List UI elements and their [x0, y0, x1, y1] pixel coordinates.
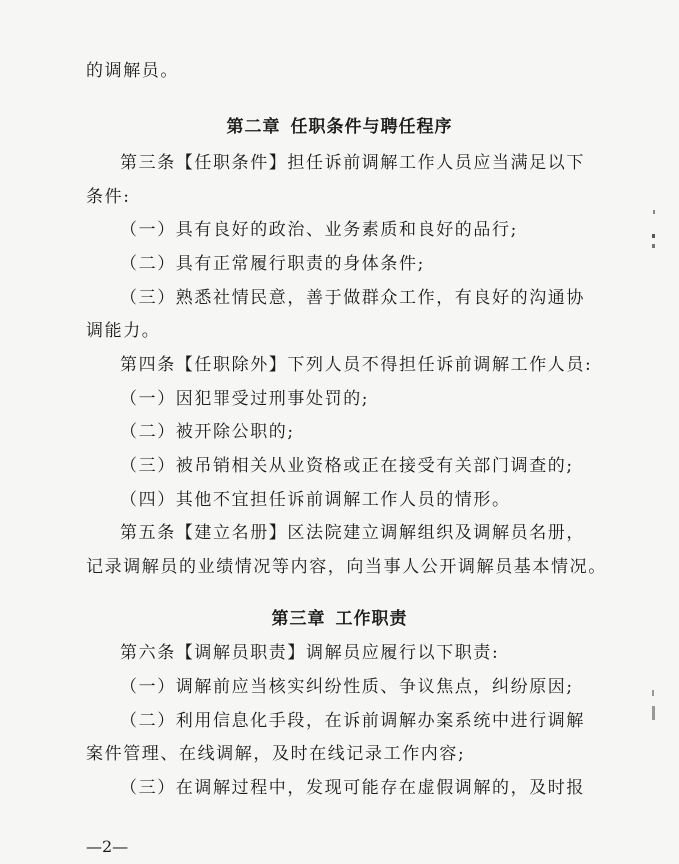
page-number: —2—: [86, 837, 129, 856]
list-item: （二）被开除公职的;: [120, 422, 295, 442]
list-item: （三）被吊销相关从业资格或正在接受有关部门调查的;: [120, 456, 574, 476]
scan-mark: [652, 234, 655, 238]
article-line: 第四条【任职除外】下列人员不得担任诉前调解工作人员:: [120, 355, 593, 375]
article-line: 第三条【任职条件】担任诉前调解工作人员应当满足以下: [120, 153, 585, 173]
article-line: 第六条【调解员职责】调解员应履行以下职责:: [120, 643, 500, 663]
text-line: 记录调解员的业绩情况等内容，向当事人公开调解员基本情况。: [86, 557, 607, 577]
list-item: （二）具有正常履行职责的身体条件;: [120, 254, 425, 274]
list-item: （二）利用信息化手段，在诉前调解办案系统中进行调解: [120, 711, 585, 731]
list-item: （一）调解前应当核实纠纷性质、争议焦点，纠纷原因;: [120, 677, 574, 697]
chapter-number: 第三章: [271, 609, 326, 629]
text-line: 条件:: [86, 187, 131, 207]
chapter-title: 工作职责: [335, 609, 408, 629]
scan-mark: [653, 210, 655, 214]
text-line: 案件管理、在线调解，及时在线记录工作内容;: [86, 744, 466, 764]
list-item: （一）因犯罪受过刑事处罚的;: [120, 389, 370, 409]
list-item: （一）具有良好的政治、业务素质和良好的品行;: [120, 220, 518, 240]
list-item: （四）其他不宜担任诉前调解工作人员的情形。: [120, 490, 511, 510]
text-line: 调能力。: [86, 321, 161, 341]
article-line: 第五条【建立名册】区法院建立调解组织及调解员名册，: [120, 523, 585, 543]
chapter-title: 任职条件与聘任程序: [290, 117, 453, 137]
list-item: （三）在调解过程中，发现可能存在虚假调解的，及时报: [120, 778, 585, 798]
chapter-heading: [0, 116, 679, 138]
list-item: （三）熟悉社情民意，善于做群众工作，有良好的沟通协: [120, 288, 585, 308]
text-line: 的调解员。: [86, 61, 179, 81]
scan-mark: [652, 706, 655, 720]
scan-mark: [652, 690, 654, 696]
chapter-heading: [0, 608, 679, 630]
scan-mark: [652, 244, 655, 248]
chapter-number: 第二章: [226, 117, 281, 137]
